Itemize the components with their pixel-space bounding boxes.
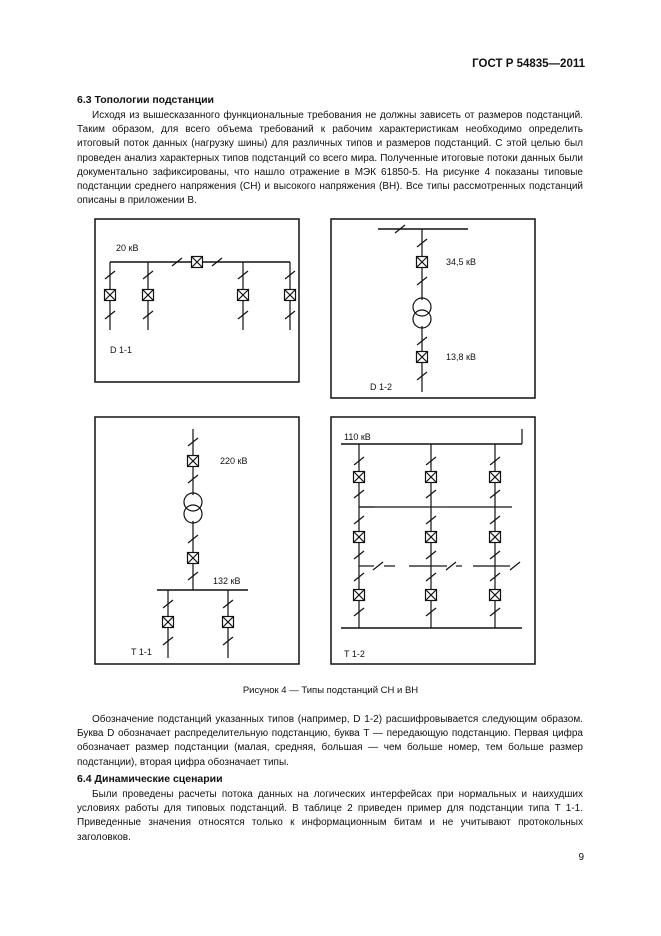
t1-1-voltage-hv: 220 кВ	[220, 456, 248, 466]
diagram-t1-1	[95, 417, 299, 664]
page-number: 9	[578, 852, 584, 863]
document-id: ГОСТ Р 54835—2011	[472, 58, 585, 70]
section-6-3-heading: 6.3 Топологии подстанции	[77, 94, 214, 106]
section-6-4-paragraph: Были проведены расчеты потока данных на логических интерфейсах при нормальных и наихудших условиях работы для типовых подстанций. В таблице 2 приведен пример для подстанции типа T 1-1. Приведенные значения относятся только к информационным битам и не учитывают протокольных заголовков.	[77, 789, 583, 843]
section-6-4-heading: 6.4 Динамические сценарии	[77, 773, 223, 785]
section-6-3-paragraph: Исходя из вышесказанного функциональные требования не должны зависеть от размеров подстанций. Таким образом, для всего объема требований к рабочим характеристикам необходимо определить итоговый поток данных (нагрузку шины) для различных типов и размеров подстанций. С этой целью был проведен анализ характерных типов подстанций со всего мира. Полученные итоговые потоки данных были документально зафиксированы, что нашло отражение в МЭК 61850-5. На рисунке 4 показаны типовые подстанции среднего напряжения (СН) и высокого напряжения (ВН). Все типы рассмотренных подстанций описаны в приложении В.	[77, 110, 583, 207]
figure-caption: Рисунок 4 — Типы подстанций СН и ВН	[242, 685, 419, 696]
t1-2-label: T 1-2	[344, 649, 365, 659]
d1-2-label: D 1-2	[370, 382, 393, 392]
diagram-d1-1	[95, 219, 299, 382]
paragraph-after-figure: Обозначение подстанций указанных типов (например, D 1-2) расшифровывается следующим образом. Буква D обозначает распределительную подстанцию, буква T — передающую подстанцию. Первая цифра обозначает размер подстанции (малая, средняя, большая — чем больше номер, тем больше размер подстанции), вторая цифра обозначает типы.	[77, 714, 583, 768]
t1-1-label: T 1-1	[131, 647, 152, 657]
diagram-d1-2	[331, 219, 535, 398]
d1-1-label: D 1-1	[110, 345, 133, 355]
d1-2-voltage-hv: 34,5 кВ	[446, 257, 476, 267]
d1-2-voltage-lv: 13,8 кВ	[446, 352, 476, 362]
t1-1-voltage-lv: 132 кВ	[213, 576, 241, 586]
diagram-t1-2	[331, 417, 535, 664]
t1-2-voltage: 110 кВ	[344, 432, 371, 442]
d1-1-voltage: 20 кВ	[116, 243, 139, 253]
